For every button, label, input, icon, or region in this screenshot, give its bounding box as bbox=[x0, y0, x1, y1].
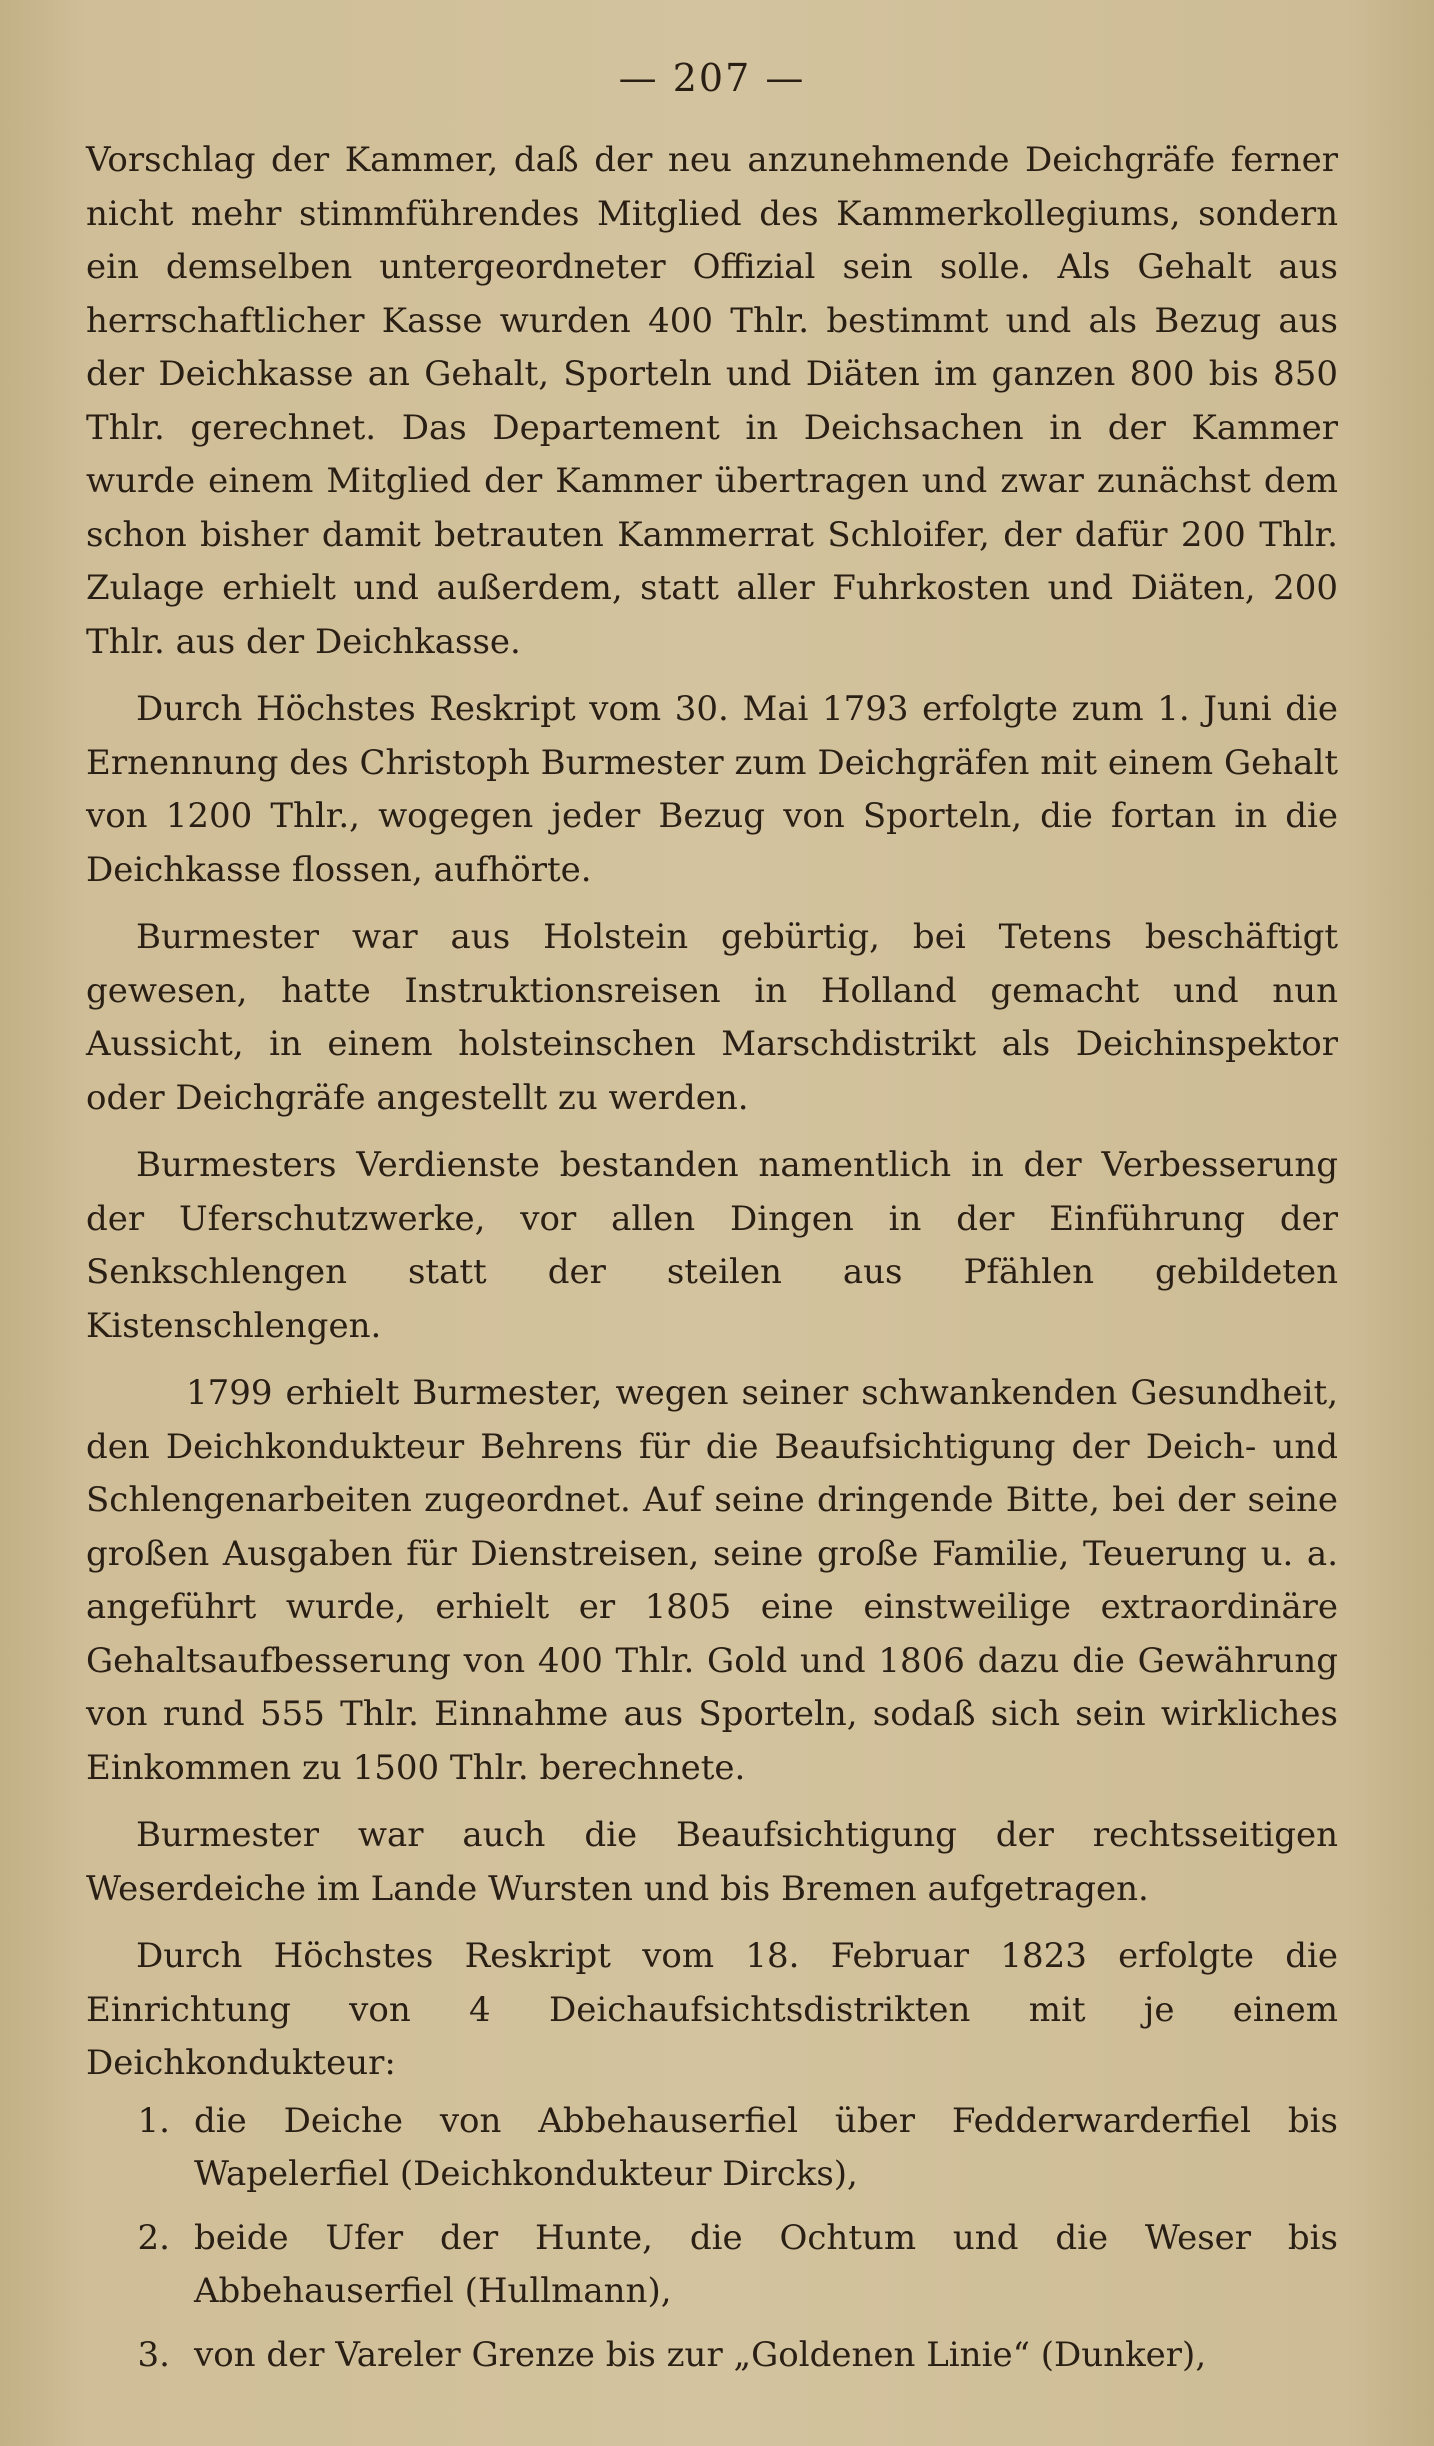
list-item-number: 2. bbox=[137, 2217, 170, 2258]
list-item-number: 3. bbox=[137, 2334, 170, 2375]
list-item-text: die Deiche von Abbehauserfiel über Fedderwarderfiel bis Wapelerfiel (Deichkondukteur Dircks), bbox=[194, 2100, 1338, 2194]
list-item bbox=[86, 2329, 1338, 2383]
paragraph-1799-behrens: 1799 erhielt Burmester, wegen seiner schwankenden Gesundheit, den Deichkondukteur Behrens für die Beaufsichtigung der Deich- und Schlengenarbeiten zugeordnet. Auf seine dringende Bitte, bei der seine großen Ausgaben für Dienstreisen, seine große Familie, Teuerung u. a. angeführt wurde, erhielt er 1805 eine einstweilige extraordinäre Gehaltsaufbesserung von 400 Thlr. Gold und 1806 dazu die Gewährung von rund 555 Thlr. Einnahme aus Sporteln, sodaß sich sein wirkliches Einkommen zu 1500 Thlr. berechnete. bbox=[86, 1373, 1338, 1788]
paragraph-1823-districts: Durch Höchstes Reskript vom 18. Februar 1823 erfolgte die Einrichtung von 4 Deichaufsichtsdistrikten mit je einem Deichkondukteur: bbox=[86, 1936, 1338, 2083]
paragraph-kammer-proposal: Vorschlag der Kammer, daß der neu anzunehmende Deichgräfe ferner nicht mehr stimmführendes Mitglied des Kammerkollegiums, sondern ein demselben untergeordneter Offizial sein solle. Als Gehalt aus herrschaftlicher Kasse wurden 400 Thlr. bestimmt und als Bezug aus der Deichkasse an Gehalt, Sporteln und Diäten im ganzen 800 bis 850 Thlr. gerechnet. Das Departement in Deichsachen in der Kammer wurde einem Mitglied der Kammer übertragen und zwar zunächst dem schon bisher damit betrauten Kammerrat Schloifer, der dafür 200 Thlr. Zulage erhielt und außerdem, statt aller Fuhrkosten und Diäten, 200 Thlr. aus der Deichkasse. bbox=[86, 140, 1338, 662]
list-item bbox=[86, 2095, 1338, 2202]
list-item-number: 1. bbox=[137, 2100, 170, 2141]
list-item-text: von der Vareler Grenze bis zur „Goldenen Linie“ (Dunker), bbox=[194, 2334, 1207, 2375]
list-item bbox=[86, 2212, 1338, 2319]
list-item-text: beide Ufer der Hunte, die Ochtum und die Weser bis Abbehauserfiel (Hullmann), bbox=[194, 2217, 1338, 2311]
paragraph-burmester-merits: Burmesters Verdienste bestanden namentlich in der Verbesserung der Uferschutzwerke, vor allen Dingen in der Einführung der Senkschlengen statt der steilen aus Pfählen gebildeten Kistenschlengen. bbox=[86, 1145, 1338, 1346]
page-number: — 207 — bbox=[618, 56, 806, 100]
district-list bbox=[86, 2095, 1338, 2383]
paragraph-burmester-origin: Burmester war aus Holstein gebürtig, bei Tetens beschäftigt gewesen, hatte Instruktionsreisen in Holland gemacht und nun Aussicht, in einem holsteinschen Marschdistrikt als Deichinspektor oder Deichgräfe angestellt zu werden. bbox=[86, 917, 1338, 1118]
paragraph-weser-supervision: Burmester war auch die Beaufsichtigung der rechtsseitigen Weserdeiche im Lande Wursten und bis Bremen aufgetragen. bbox=[86, 1815, 1338, 1909]
paragraph-burmester-appointment: Durch Höchstes Reskript vom 30. Mai 1793 erfolgte zum 1. Juni die Ernennung des Christoph Burmester zum Deichgräfen mit einem Gehalt von 1200 Thlr., wogegen jeder Bezug von Sporteln, die fortan in die Deichkasse flossen, aufhörte. bbox=[86, 689, 1338, 890]
